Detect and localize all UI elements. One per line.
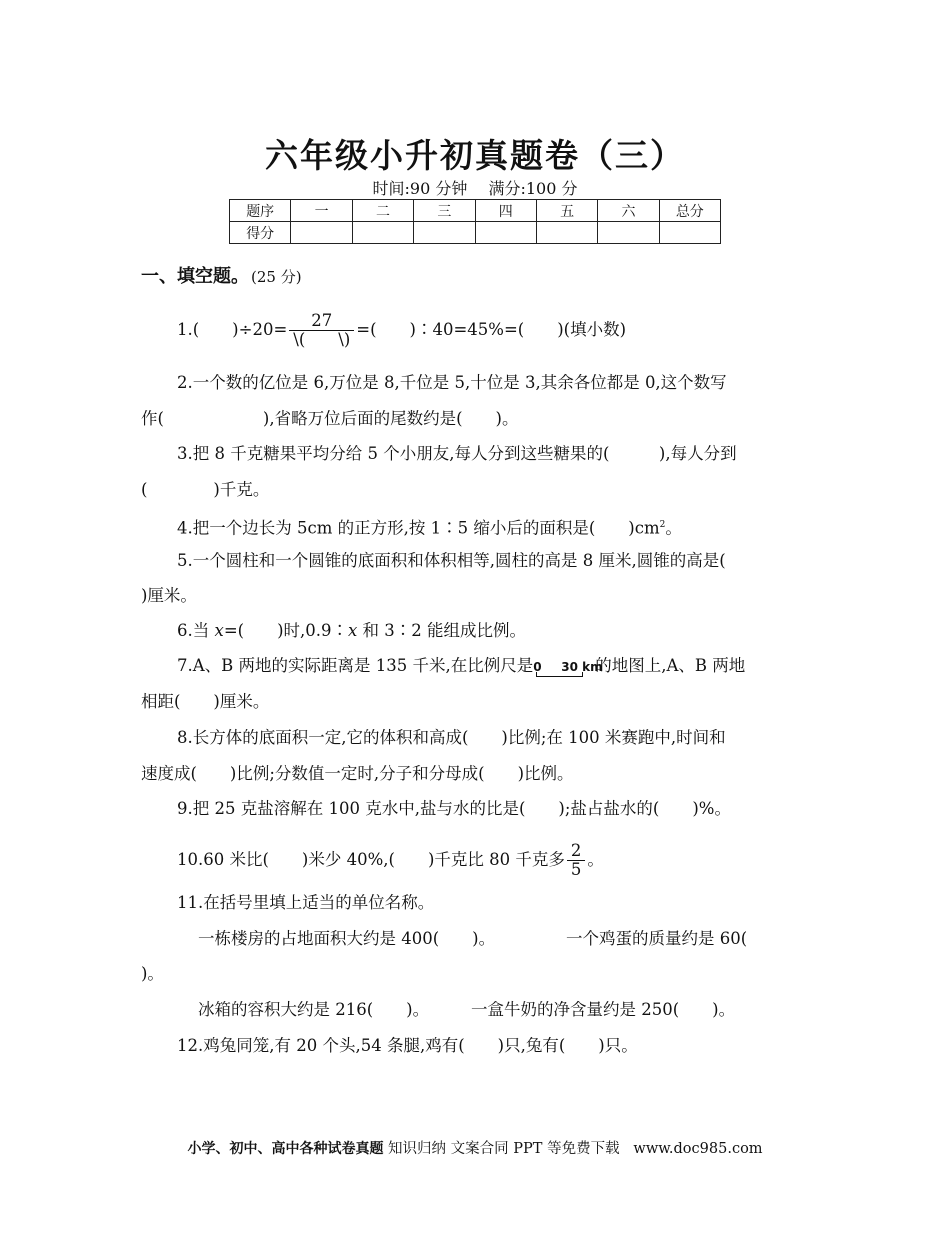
q10-post: 。 <box>587 850 604 869</box>
q4-superscript: 2 <box>659 520 666 530</box>
question-3-line-2: ( )千克。 <box>141 480 270 499</box>
section-heading <box>141 262 302 288</box>
footer-url[interactable]: www.doc985.com <box>633 1141 763 1157</box>
q1-fraction <box>289 312 354 349</box>
score-table-header: 二 <box>352 200 413 222</box>
q6-pre: 6.当 <box>177 621 215 640</box>
score-cell <box>536 222 597 244</box>
score-table-header: 总分 <box>659 200 720 222</box>
question-9: 9.把 25 克盐溶解在 100 克水中,盐与水的比是( );盐占盐水的( )%。 <box>177 799 731 818</box>
q10-denominator: 5 <box>570 860 582 879</box>
q6-mid: =( )时,0.9∶ <box>223 621 348 640</box>
time-limit: 时间:90 分钟 <box>372 179 468 198</box>
question-5-line-2: )厘米。 <box>141 586 197 605</box>
score-cell <box>291 222 352 244</box>
score-cell <box>475 222 536 244</box>
question-4 <box>177 514 682 540</box>
score-table-header-row <box>230 200 721 222</box>
score-cell <box>659 222 720 244</box>
question-12: 12.鸡兔同笼,有 20 个头,54 条腿,鸡有( )只,兔有( )只。 <box>177 1036 638 1055</box>
q6-variable: x <box>348 621 358 640</box>
question-11-item-d: 一盒牛奶的净含量约是 250( )。 <box>471 1000 736 1019</box>
scale-bar-graphic <box>533 656 603 678</box>
question-3-line-1: 3.把 8 千克糖果平均分给 5 个小朋友,每人分到这些糖果的( ),每人分到 <box>177 444 737 463</box>
score-cell <box>414 222 475 244</box>
score-table-score-row <box>230 222 721 244</box>
score-table-header: 一 <box>291 200 352 222</box>
question-11-intro: 11.在括号里填上适当的单位名称。 <box>177 893 435 912</box>
q1-pre: 1.( )÷20= <box>177 320 288 339</box>
q10-pre: 10.60 米比( )米少 40%,( )千克比 80 千克多 <box>177 850 565 869</box>
score-table-header: 四 <box>475 200 536 222</box>
score-row-label: 得分 <box>230 222 291 244</box>
question-5-line-1: 5.一个圆柱和一个圆锥的底面积和体积相等,圆柱的高是 8 厘米,圆锥的高是( <box>177 551 726 570</box>
question-2-line-2: 作( ),省略万位后面的尾数约是( )。 <box>141 409 519 428</box>
question-1 <box>177 312 626 349</box>
question-6 <box>177 620 526 642</box>
question-10 <box>177 842 604 879</box>
page-title: 六年级小升初真题卷（三） <box>265 136 685 175</box>
footer-ad <box>0 1137 950 1158</box>
question-8-line-2: 速度成( )比例;分数值一定时,分子和分母成( )比例。 <box>141 764 574 783</box>
scale-zero-label: 0 <box>533 659 542 674</box>
scale-distance-label: 30 km <box>561 659 603 674</box>
section-title: 一、填空题。 <box>141 266 249 287</box>
score-table <box>229 199 721 244</box>
q10-numerator: 2 <box>567 842 586 861</box>
question-11-item-b-cont: )。 <box>141 964 164 983</box>
q4-end: 。 <box>665 518 682 538</box>
q1-post: =( )∶40=45%=( )(填小数) <box>356 320 627 339</box>
question-7-line-1 <box>177 655 745 678</box>
q7-post: 的地图上,A、B 两地 <box>595 656 746 675</box>
score-cell <box>352 222 413 244</box>
score-cell <box>598 222 659 244</box>
score-table-header: 六 <box>598 200 659 222</box>
q1-numerator: 27 <box>289 312 354 331</box>
score-table-header: 题序 <box>230 200 291 222</box>
q1-denominator: \( \) <box>293 330 351 349</box>
question-11-item-c: 冰箱的容积大约是 216( )。 <box>198 1000 430 1019</box>
question-2-line-1: 2.一个数的亿位是 6,万位是 8,千位是 5,十位是 3,其余各位都是 0,这个数写 <box>177 373 727 392</box>
section-points: (25 分) <box>251 268 302 286</box>
q4-text: 4.把一个边长为 5cm 的正方形,按 1∶5 缩小后的面积是( )cm <box>177 518 660 538</box>
footer-text: 知识归纳 文案合同 PPT 等免费下载 <box>383 1141 620 1157</box>
question-7-line-2: 相距( )厘米。 <box>141 692 270 711</box>
full-score: 满分:100 分 <box>488 179 578 198</box>
exam-info <box>0 176 950 199</box>
score-table-header: 五 <box>536 200 597 222</box>
question-11-item-b: 一个鸡蛋的质量约是 60( <box>566 929 748 948</box>
score-table-header: 三 <box>414 200 475 222</box>
question-11-item-a: 一栋楼房的占地面积大约是 400( )。 <box>198 929 496 948</box>
question-8-line-1: 8.长方体的底面积一定,它的体积和高成( )比例;在 100 米赛跑中,时间和 <box>177 728 726 747</box>
footer-bold-text: 小学、初中、高中各种试卷真题 <box>187 1141 384 1157</box>
scale-bar <box>536 672 583 677</box>
q6-variable: x <box>214 621 224 640</box>
q7-pre: 7.A、B 两地的实际距离是 135 千米,在比例尺是 <box>177 656 534 675</box>
q10-fraction <box>567 842 586 879</box>
q6-post: 和 3∶2 能组成比例。 <box>357 621 527 640</box>
